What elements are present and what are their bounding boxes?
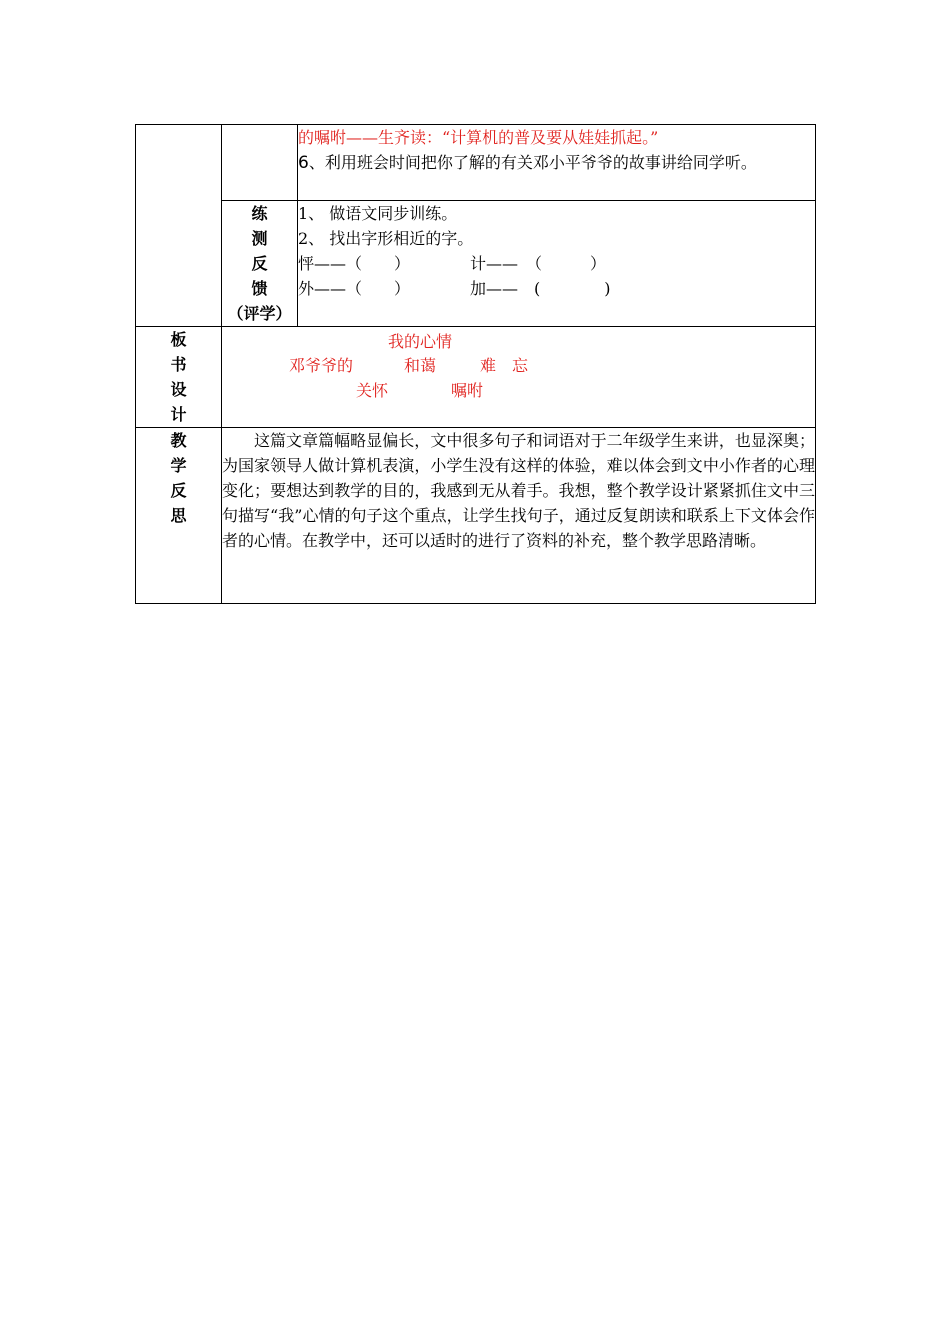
board-title: 我的心情 — [388, 332, 453, 351]
empty-cell — [222, 125, 298, 201]
activity-item-6: 6、利用班会时间把你了解的有关邓小平爷爷的故事讲给同学听。 — [298, 153, 757, 173]
exercise-row: 外——（ ） 加—— ( ) — [298, 279, 611, 298]
board-subject: 邓爷爷的 — [289, 356, 354, 375]
label-teaching-reflection: 教 学 反 思 — [136, 428, 222, 604]
instruction-text: 的嘱咐——生齐读：“计算机的普及要从娃娃抓起。” — [298, 128, 659, 147]
practice-item: 1、 做语文同步训练。 — [298, 204, 458, 223]
activity-cell — [298, 125, 816, 201]
reflection-text: 这篇文章篇幅略显偏长，文中很多句子和词语对于二年级学生来讲，也显深奥；为国家领导人做计算机表演，小学生没有这样的体验，难以体会到文中小作者的心理变化；要想达到教学的目的，我感到无从着手。我想，整个教学设计紧紧抓住文中三句描写“我”心情的句子这个重点，让学生找句子，通过反复朗读和联系上下文体会作者的心情。在教学中，还可以适时的进行了资料的补充，整个教学思路清晰。 — [222, 428, 816, 604]
blackboard-cell — [222, 327, 816, 428]
label-blackboard-design: 板 书 设 计 — [136, 327, 222, 428]
empty-cell — [136, 125, 222, 327]
lesson-plan-table — [135, 124, 816, 604]
table-row — [136, 125, 816, 201]
table-row — [136, 201, 816, 327]
practice-cell — [298, 201, 816, 327]
exercise-row: 怦——（ ） 计—— （ ） — [298, 254, 607, 273]
board-word: 关怀 — [356, 381, 389, 400]
table-row — [136, 327, 816, 428]
blackboard-layout — [222, 327, 815, 423]
table-row — [136, 428, 816, 604]
practice-item: 2、 找出字形相近的字。 — [298, 229, 474, 248]
label-practice-feedback: 练 测 反 馈 （评学） — [222, 201, 298, 327]
board-word: 难 忘 — [480, 356, 529, 375]
board-word: 和蔼 — [404, 356, 437, 375]
board-word: 嘱咐 — [451, 381, 484, 400]
